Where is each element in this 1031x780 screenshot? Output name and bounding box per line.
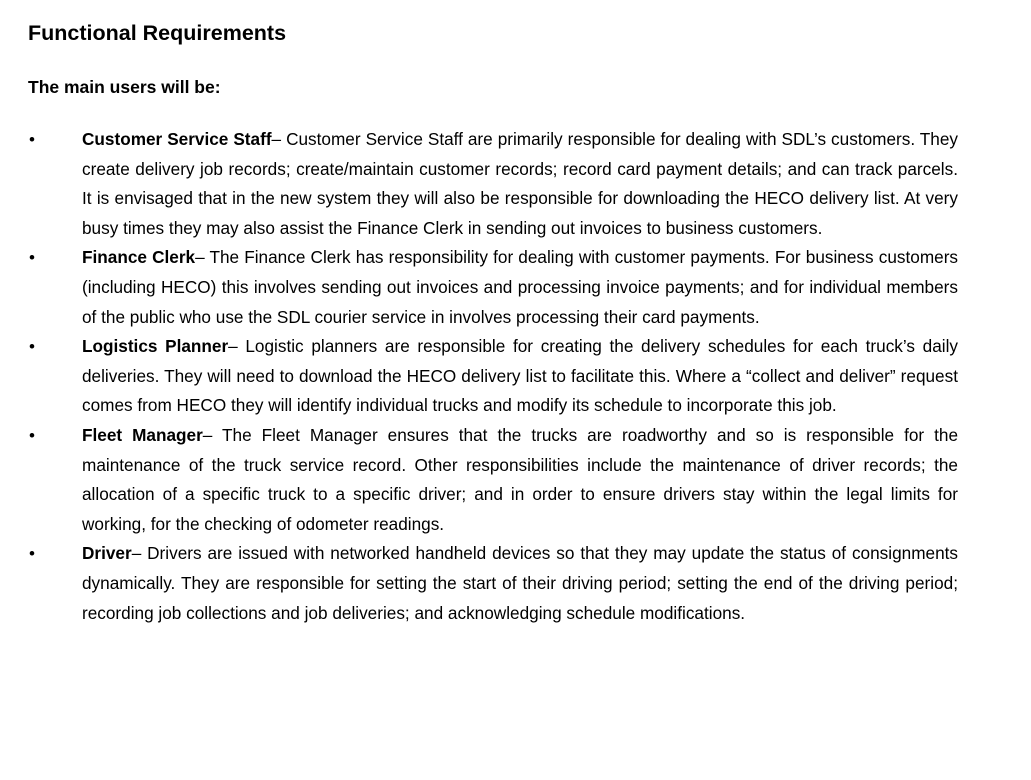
bullet-icon: • [29, 130, 35, 149]
user-term: Customer Service Staff [82, 129, 272, 149]
user-description: – Customer Service Staff are primarily responsible for dealing with SDL’s customers. They create delivery job records; create/maintain customer records; record card payment details; and can track parcels. It is envisaged that in the new system they will also be responsible for downloading the HECO delivery list. At very busy times they may also assist the Finance Clerk in sending out invoices to business customers. [82, 129, 958, 238]
user-description: – The Finance Clerk has responsibility for dealing with customer payments. For business customers (including HECO) this involves sending out invoices and processing invoice payments; and for individual members of the public who use the SDL courier service in involves processing their card payments. [82, 247, 959, 327]
bullet-icon: • [29, 425, 35, 445]
intro-subheading: The main users will be: [28, 77, 221, 97]
list-item-logistics-planner [0, 332, 958, 421]
bullet-icon: • [29, 544, 35, 564]
user-term: Finance Clerk [82, 247, 196, 268]
bullet-icon: • [29, 248, 35, 268]
user-term: Fleet Manager [82, 424, 203, 445]
list-item-finance-clerk [0, 243, 958, 332]
user-description: – The Fleet Manager ensures that the trucks are roadworthy and so is responsible for the maintenance of the truck service record. Other responsibilities include the maintenance of driver records; the allocation of a specific truck to a specific driver; and in order to ensure drivers stay within the legal limits for working, for the checking of odometer readings. [82, 424, 959, 534]
user-list [0, 125, 1031, 628]
user-description: – Drivers are issued with networked handheld devices so that they may update the status of consignments dynamically. They are responsible for setting the start of their driving period; setting the end of the driving period; recording job collections and job deliveries; and acknowledging schedule modifications. [82, 543, 958, 623]
list-item-fleet-manager [0, 421, 958, 539]
user-term: Logistics Planner [82, 336, 229, 357]
list-item-driver [0, 539, 958, 628]
user-term: Driver [82, 543, 132, 564]
document-title: Functional Requirements [28, 21, 287, 45]
bullet-icon: • [29, 337, 35, 357]
user-description: – Logistic planners are responsible for creating the delivery schedules for each truck’s daily deliveries. They will need to download the HECO delivery list to facilitate this. Where a “collect and deliver” request comes from HECO they will identify individual trucks and modify its schedule to incorporate this job. [82, 336, 959, 416]
list-item-customer-service-staff [0, 125, 958, 243]
